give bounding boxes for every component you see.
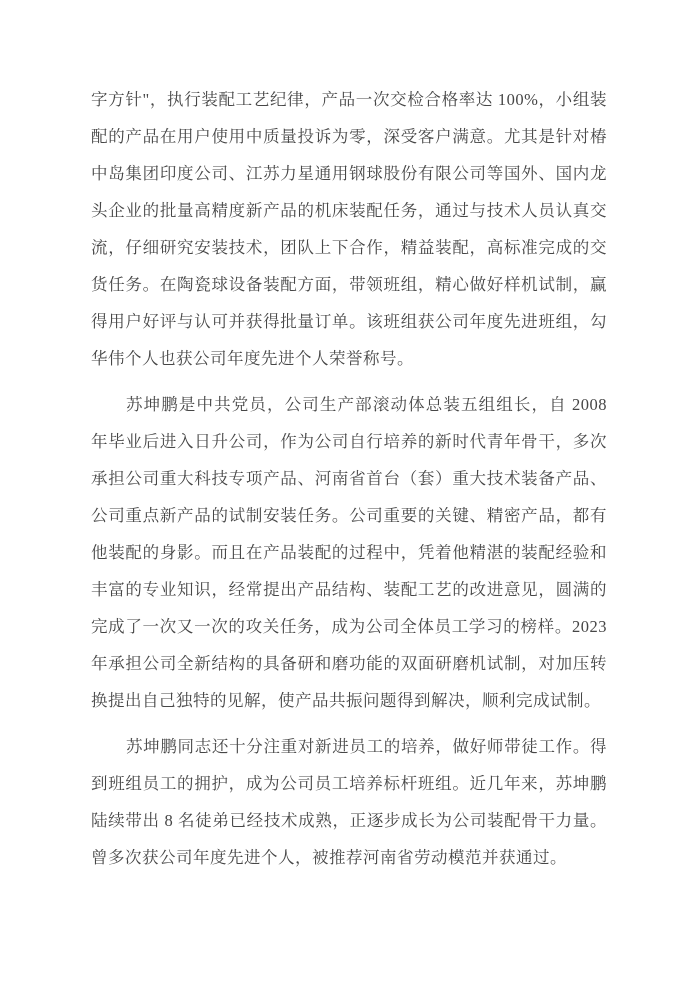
text-line: 配的产品在用户使用中质量投诉为零，深受客户满意。尤其是针对椿 bbox=[91, 127, 607, 146]
text-line: 年承担公司全新结构的具备研和磨功能的双面研磨机试制，对加压转 bbox=[91, 654, 607, 673]
text-line: 曾多次获公司年度先进个人，被推荐河南省劳动模范并获通过。 bbox=[91, 848, 567, 867]
text-line: 流，仔细研究安装技术，团队上下合作，精益装配，高标准完成的交 bbox=[91, 238, 607, 257]
paragraph bbox=[91, 728, 607, 876]
paragraph bbox=[91, 81, 607, 377]
text-line: 苏坤鹏是中共党员，公司生产部滚动体总装五组组长，自 2008 bbox=[126, 395, 607, 414]
text-line: 得用户好评与认可并获得批量订单。该班组获公司年度先进班组，勾 bbox=[91, 312, 607, 331]
text-line: 货任务。在陶瓷球设备装配方面，带领班组，精心做好样机试制，赢 bbox=[91, 275, 607, 294]
text-line: 换提出自己独特的见解，使产品共振问题得到解决，顺利完成试制。 bbox=[91, 691, 601, 710]
text-line: 到班组员工的拥护，成为公司员工培养标杆班组。近几年来，苏坤鹏 bbox=[91, 774, 607, 793]
text-line: 承担公司重大科技专项产品、河南省首台（套）重大技术装备产品、 bbox=[91, 469, 607, 488]
text-line: 中岛集团印度公司、江苏力星通用钢球股份有限公司等国外、国内龙 bbox=[91, 164, 607, 183]
text-line: 年毕业后进入日升公司，作为公司自行培养的新时代青年骨干，多次 bbox=[91, 432, 607, 451]
document-body bbox=[91, 81, 607, 876]
text-line: 公司重点新产品的试制安装任务。公司重要的关键、精密产品，都有 bbox=[91, 506, 607, 525]
text-line: 丰富的专业知识，经常提出产品结构、装配工艺的改进意见，圆满的 bbox=[91, 580, 607, 599]
text-line: 字方针"，执行装配工艺纪律，产品一次交检合格率达 100%，小组装 bbox=[91, 90, 607, 109]
text-line: 完成了一次又一次的攻关任务，成为公司全体员工学习的榜样。2023 bbox=[91, 617, 607, 636]
paragraph bbox=[91, 386, 607, 719]
text-line: 头企业的批量高精度新产品的机床装配任务，通过与技术人员认真交 bbox=[91, 201, 607, 220]
text-line: 苏坤鹏同志还十分注重对新进员工的培养，做好师带徒工作。得 bbox=[126, 737, 607, 756]
text-line: 他装配的身影。而且在产品装配的过程中，凭着他精湛的装配经验和 bbox=[91, 543, 607, 562]
text-line: 陆续带出 8 名徒弟已经技术成熟，正逐步成长为公司装配骨干力量。 bbox=[91, 811, 607, 830]
text-line: 华伟个人也获公司年度先进个人荣誉称号。 bbox=[91, 349, 414, 368]
